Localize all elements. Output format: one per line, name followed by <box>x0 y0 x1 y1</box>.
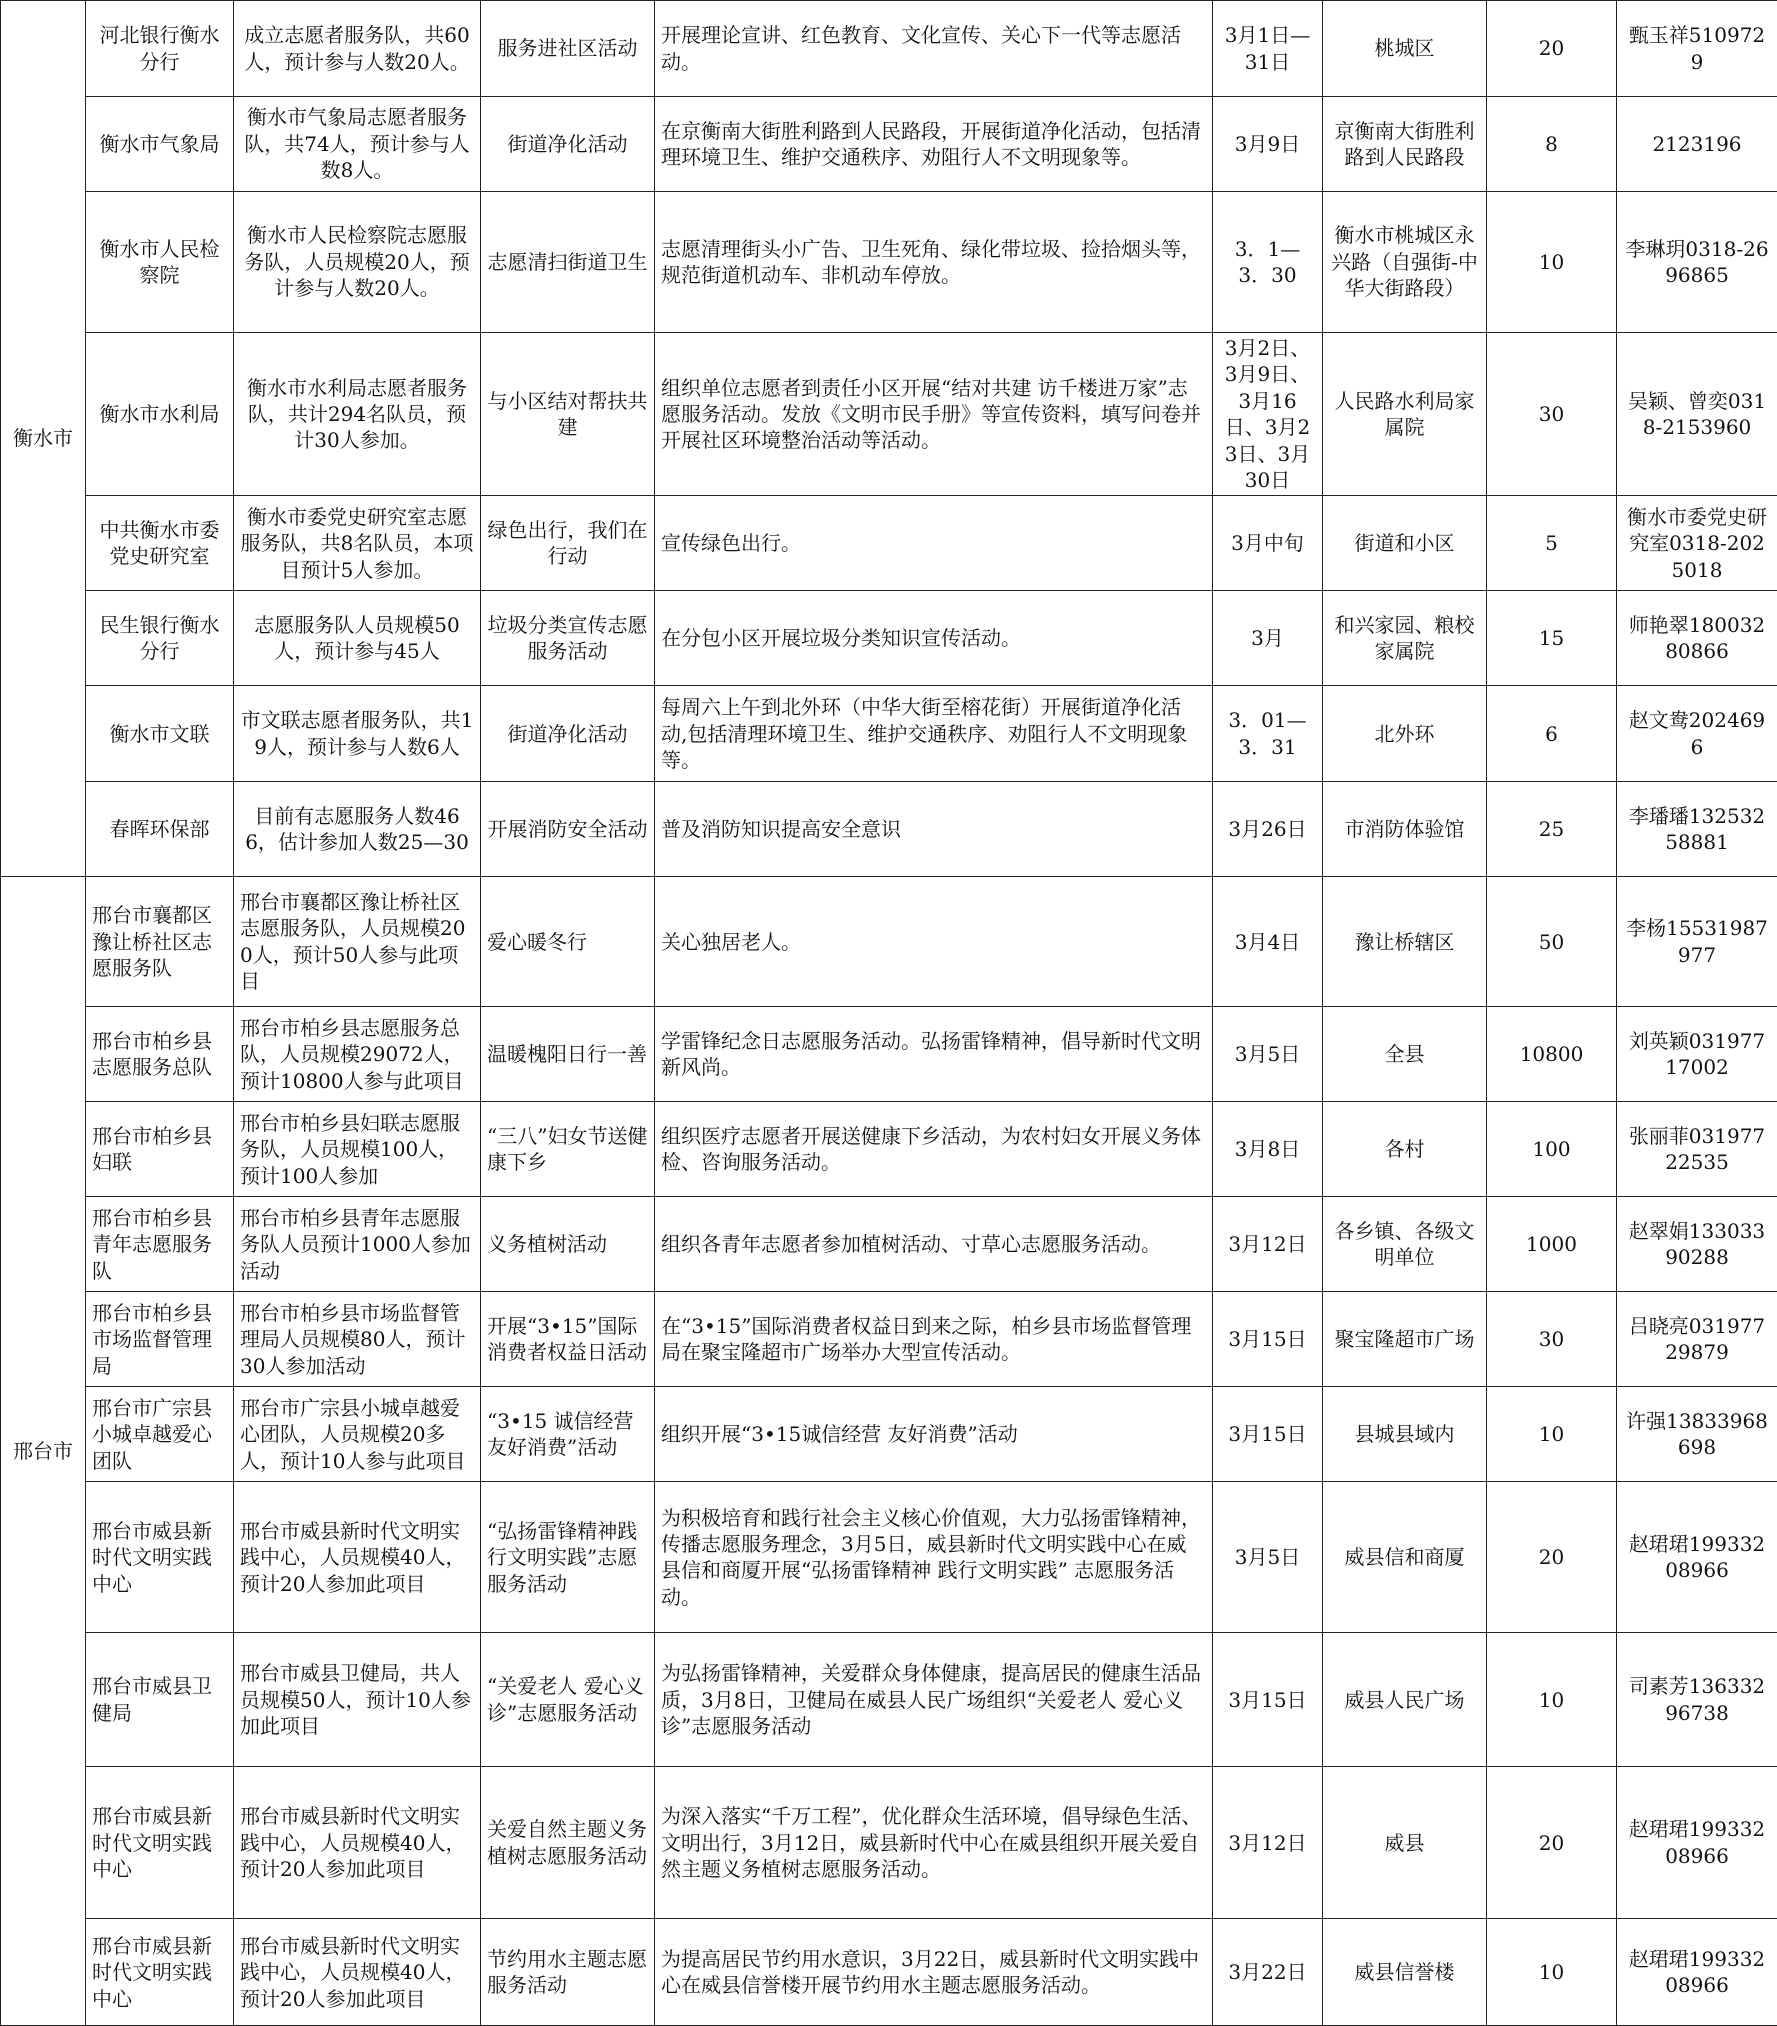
content-cell: 关心独居老人。 <box>655 877 1213 1007</box>
location-cell: 威县信誉楼 <box>1323 1919 1487 2026</box>
time-cell: 3月22日 <box>1213 1919 1323 2026</box>
count-cell: 1000 <box>1487 1197 1617 1292</box>
org-cell: 邢台市广宗县小城卓越爱心团队 <box>86 1387 234 1482</box>
count-cell: 25 <box>1487 782 1617 877</box>
project-cell: 温暖槐阳日行一善 <box>481 1007 655 1102</box>
count-cell: 10 <box>1487 1919 1617 2026</box>
count-cell: 6 <box>1487 686 1617 782</box>
content-cell: 宣传绿色出行。 <box>655 496 1213 591</box>
project-cell: “弘扬雷锋精神践行文明实践”志愿服务活动 <box>481 1482 655 1633</box>
content-cell: 为提高居民节约用水意识，3月22日，威县新时代文明实践中心在威县信誉楼开展节约用水主题志愿服务活动。 <box>655 1919 1213 2026</box>
org-cell: 衡水市气象局 <box>86 97 234 192</box>
contact-cell: 吴颖、曾奕0318-2153960 <box>1617 333 1777 496</box>
content-cell: 组织单位志愿者到责任小区开展“结对共建 访千楼进万家”志愿服务活动。发放《文明市民手册》等宣传资料，填写问卷并开展社区环境整治活动等活动。 <box>655 333 1213 496</box>
contact-cell: 赵翠娟13303390288 <box>1617 1197 1777 1292</box>
team-cell: 衡水市人民检察院志愿服务队，人员规模20人，预计参与人数20人。 <box>234 192 481 333</box>
org-cell: 邢台市襄都区豫让桥社区志愿服务队 <box>86 877 234 1007</box>
location-cell: 各乡镇、各级文明单位 <box>1323 1197 1487 1292</box>
team-cell: 邢台市威县卫健局，共人员规模50人，预计10人参加此项目 <box>234 1633 481 1767</box>
location-cell: 威县信和商厦 <box>1323 1482 1487 1633</box>
content-cell: 为弘扬雷锋精神，关爱群众身体健康，提高居民的健康生活品质，3月8日，卫健局在威县人民广场组织“关爱老人 爱心义诊”志愿服务活动 <box>655 1633 1213 1767</box>
contact-cell: 衡水市委党史研究室0318-2025018 <box>1617 496 1777 591</box>
count-cell: 10 <box>1487 192 1617 333</box>
table-row <box>1 686 1777 782</box>
table-body <box>1 1 1777 2026</box>
team-cell: 志愿服务队人员规模50人，预计参与45人 <box>234 591 481 686</box>
count-cell: 30 <box>1487 333 1617 496</box>
contact-cell: 刘英颖03197717002 <box>1617 1007 1777 1102</box>
count-cell: 10 <box>1487 1633 1617 1767</box>
contact-cell: 李璠璠13253258881 <box>1617 782 1777 877</box>
content-cell: 在分包小区开展垃圾分类知识宣传活动。 <box>655 591 1213 686</box>
count-cell: 20 <box>1487 1767 1617 1919</box>
time-cell: 3月2日、3月9日、3月16日、3月23日、3月30日 <box>1213 333 1323 496</box>
location-cell: 衡水市桃城区永兴路（自强街-中华大街路段） <box>1323 192 1487 333</box>
table-row <box>1 192 1777 333</box>
table-row <box>1 1387 1777 1482</box>
project-cell: 绿色出行，我们在行动 <box>481 496 655 591</box>
org-cell: 邢台市柏乡县妇联 <box>86 1102 234 1197</box>
project-cell: 垃圾分类宣传志愿服务活动 <box>481 591 655 686</box>
time-cell: 3．01—3．31 <box>1213 686 1323 782</box>
project-cell: 志愿清扫街道卫生 <box>481 192 655 333</box>
location-cell: 京衡南大街胜利路到人民路段 <box>1323 97 1487 192</box>
time-cell: 3月中旬 <box>1213 496 1323 591</box>
org-cell: 河北银行衡水分行 <box>86 1 234 97</box>
project-cell: 街道净化活动 <box>481 686 655 782</box>
contact-cell: 2123196 <box>1617 97 1777 192</box>
count-cell: 8 <box>1487 97 1617 192</box>
table-row <box>1 1633 1777 1767</box>
location-cell: 聚宝隆超市广场 <box>1323 1292 1487 1387</box>
team-cell: 成立志愿者服务队，共60人，预计参与人数20人。 <box>234 1 481 97</box>
content-cell: 每周六上午到北外环（中华大街至榕花街）开展街道净化活动,包括清理环境卫生、维护交通秩序、劝阻行人不文明现象等。 <box>655 686 1213 782</box>
team-cell: 邢台市柏乡县志愿服务总队，人员规模29072人，预计10800人参与此项目 <box>234 1007 481 1102</box>
org-cell: 邢台市威县新时代文明实践中心 <box>86 1482 234 1633</box>
project-cell: 与小区结对帮扶共建 <box>481 333 655 496</box>
org-cell: 衡水市水利局 <box>86 333 234 496</box>
count-cell: 100 <box>1487 1102 1617 1197</box>
contact-cell: 吕晓亮03197729879 <box>1617 1292 1777 1387</box>
org-cell: 衡水市人民检察院 <box>86 192 234 333</box>
time-cell: 3月15日 <box>1213 1292 1323 1387</box>
count-cell: 5 <box>1487 496 1617 591</box>
org-cell: 邢台市威县新时代文明实践中心 <box>86 1767 234 1919</box>
team-cell: 邢台市柏乡县青年志愿服务队人员预计1000人参加活动 <box>234 1197 481 1292</box>
content-cell: 为深入落实“千万工程”，优化群众生活环境，倡导绿色生活、文明出行，3月12日，威县新时代中心在威县组织开展关爱自然主题义务植树志愿服务活动。 <box>655 1767 1213 1919</box>
content-cell: 普及消防知识提高安全意识 <box>655 782 1213 877</box>
team-cell: 衡水市委党史研究室志愿服务队，共8名队员，本项目预计5人参加。 <box>234 496 481 591</box>
region-cell: 衡水市 <box>1 1 86 877</box>
table-row <box>1 782 1777 877</box>
content-cell: 在京衡南大街胜利路到人民路段，开展街道净化活动，包括清理环境卫生、维护交通秩序、劝阻行人不文明现象等。 <box>655 97 1213 192</box>
org-cell: 衡水市文联 <box>86 686 234 782</box>
contact-cell: 师艳翠18003280866 <box>1617 591 1777 686</box>
contact-cell: 许强13833968698 <box>1617 1387 1777 1482</box>
team-cell: 目前有志愿服务人数466，估计参加人数25—30 <box>234 782 481 877</box>
org-cell: 民生银行衡水分行 <box>86 591 234 686</box>
project-cell: 服务进社区活动 <box>481 1 655 97</box>
table-row <box>1 1292 1777 1387</box>
location-cell: 县城县域内 <box>1323 1387 1487 1482</box>
table-row <box>1 97 1777 192</box>
contact-cell: 赵文鸯2024696 <box>1617 686 1777 782</box>
content-cell: 组织开展“3•15诚信经营 友好消费”活动 <box>655 1387 1213 1482</box>
team-cell: 邢台市柏乡县市场监督管理局人员规模80人，预计30人参加活动 <box>234 1292 481 1387</box>
team-cell: 市文联志愿者服务队，共19人，预计参与人数6人 <box>234 686 481 782</box>
org-cell: 邢台市威县卫健局 <box>86 1633 234 1767</box>
count-cell: 20 <box>1487 1 1617 97</box>
content-cell: 在“3•15”国际消费者权益日到来之际，柏乡县市场监督管理局在聚宝隆超市广场举办大型宣传活动。 <box>655 1292 1213 1387</box>
table-row <box>1 1007 1777 1102</box>
project-cell: 节约用水主题志愿服务活动 <box>481 1919 655 2026</box>
location-cell: 威县人民广场 <box>1323 1633 1487 1767</box>
time-cell: 3月5日 <box>1213 1007 1323 1102</box>
contact-cell: 张丽菲03197722535 <box>1617 1102 1777 1197</box>
content-cell: 组织医疗志愿者开展送健康下乡活动，为农村妇女开展义务体检、咨询服务活动。 <box>655 1102 1213 1197</box>
location-cell: 市消防体验馆 <box>1323 782 1487 877</box>
time-cell: 3月15日 <box>1213 1633 1323 1767</box>
time-cell: 3月26日 <box>1213 782 1323 877</box>
org-cell: 邢台市柏乡县市场监督管理局 <box>86 1292 234 1387</box>
location-cell: 人民路水利局家属院 <box>1323 333 1487 496</box>
table-row <box>1 1767 1777 1919</box>
time-cell: 3．1—3．30 <box>1213 192 1323 333</box>
location-cell: 街道和小区 <box>1323 496 1487 591</box>
time-cell: 3月15日 <box>1213 1387 1323 1482</box>
org-cell: 中共衡水市委党史研究室 <box>86 496 234 591</box>
time-cell: 3月1日—31日 <box>1213 1 1323 97</box>
project-cell: “3•15 诚信经营友好消费”活动 <box>481 1387 655 1482</box>
project-cell: 爱心暖冬行 <box>481 877 655 1007</box>
team-cell: 邢台市广宗县小城卓越爱心团队，人员规模20多人，预计10人参与此项目 <box>234 1387 481 1482</box>
project-cell: “关爱老人 爱心义诊”志愿服务活动 <box>481 1633 655 1767</box>
project-cell: 关爱自然主题义务植树志愿服务活动 <box>481 1767 655 1919</box>
contact-cell: 赵珺珺19933208966 <box>1617 1767 1777 1919</box>
org-cell: 春晖环保部 <box>86 782 234 877</box>
content-cell: 学雷锋纪念日志愿服务活动。弘扬雷锋精神，倡导新时代文明新风尚。 <box>655 1007 1213 1102</box>
region-cell: 邢台市 <box>1 877 86 2026</box>
team-cell: 邢台市襄都区豫让桥社区志愿服务队，人员规模200人，预计50人参与此项目 <box>234 877 481 1007</box>
project-cell: 开展消防安全活动 <box>481 782 655 877</box>
count-cell: 15 <box>1487 591 1617 686</box>
team-cell: 邢台市威县新时代文明实践中心，人员规模40人，预计20人参加此项目 <box>234 1919 481 2026</box>
contact-cell: 司素芳13633296738 <box>1617 1633 1777 1767</box>
count-cell: 10 <box>1487 1387 1617 1482</box>
content-cell: 为积极培育和践行社会主义核心价值观，大力弘扬雷锋精神，传播志愿服务理念，3月5日，威县新时代文明实践中心在威县信和商厦开展“弘扬雷锋精神 践行文明实践” 志愿服务活动。 <box>655 1482 1213 1633</box>
table-row <box>1 1102 1777 1197</box>
time-cell: 3月 <box>1213 591 1323 686</box>
location-cell: 北外环 <box>1323 686 1487 782</box>
location-cell: 各村 <box>1323 1102 1487 1197</box>
time-cell: 3月9日 <box>1213 97 1323 192</box>
table-row <box>1 496 1777 591</box>
content-cell: 组织各青年志愿者参加植树活动、寸草心志愿服务活动。 <box>655 1197 1213 1292</box>
time-cell: 3月12日 <box>1213 1767 1323 1919</box>
table-row <box>1 877 1777 1007</box>
table-row <box>1 333 1777 496</box>
org-cell: 邢台市柏乡县青年志愿服务队 <box>86 1197 234 1292</box>
time-cell: 3月8日 <box>1213 1102 1323 1197</box>
project-cell: 街道净化活动 <box>481 97 655 192</box>
org-cell: 邢台市威县新时代文明实践中心 <box>86 1919 234 2026</box>
table-row <box>1 591 1777 686</box>
table-row <box>1 1 1777 97</box>
count-cell: 50 <box>1487 877 1617 1007</box>
location-cell: 豫让桥辖区 <box>1323 877 1487 1007</box>
count-cell: 30 <box>1487 1292 1617 1387</box>
time-cell: 3月4日 <box>1213 877 1323 1007</box>
table-row <box>1 1482 1777 1633</box>
contact-cell: 赵珺珺19933208966 <box>1617 1482 1777 1633</box>
team-cell: 邢台市威县新时代文明实践中心，人员规模40人，预计20人参加此项目 <box>234 1482 481 1633</box>
contact-cell: 甄玉祥5109729 <box>1617 1 1777 97</box>
location-cell: 全县 <box>1323 1007 1487 1102</box>
count-cell: 20 <box>1487 1482 1617 1633</box>
org-cell: 邢台市柏乡县志愿服务总队 <box>86 1007 234 1102</box>
location-cell: 威县 <box>1323 1767 1487 1919</box>
project-cell: “三八”妇女节送健康下乡 <box>481 1102 655 1197</box>
location-cell: 和兴家园、粮校家属院 <box>1323 591 1487 686</box>
team-cell: 衡水市水利局志愿者服务队，共计294名队员，预计30人参加。 <box>234 333 481 496</box>
time-cell: 3月12日 <box>1213 1197 1323 1292</box>
table-row <box>1 1919 1777 2026</box>
count-cell: 10800 <box>1487 1007 1617 1102</box>
contact-cell: 李杨15531987977 <box>1617 877 1777 1007</box>
content-cell: 开展理论宣讲、红色教育、文化宣传、关心下一代等志愿活动。 <box>655 1 1213 97</box>
project-cell: 开展“3•15”国际消费者权益日活动 <box>481 1292 655 1387</box>
contact-cell: 李琳玥0318-2696865 <box>1617 192 1777 333</box>
table-row <box>1 1197 1777 1292</box>
team-cell: 衡水市气象局志愿者服务队，共74人，预计参与人数8人。 <box>234 97 481 192</box>
time-cell: 3月5日 <box>1213 1482 1323 1633</box>
content-cell: 志愿清理街头小广告、卫生死角、绿化带垃圾、捡拾烟头等，规范街道机动车、非机动车停放。 <box>655 192 1213 333</box>
contact-cell: 赵珺珺19933208966 <box>1617 1919 1777 2026</box>
team-cell: 邢台市柏乡县妇联志愿服务队，人员规模100人，预计100人参加 <box>234 1102 481 1197</box>
project-cell: 义务植树活动 <box>481 1197 655 1292</box>
location-cell: 桃城区 <box>1323 1 1487 97</box>
team-cell: 邢台市威县新时代文明实践中心，人员规模40人，预计20人参加此项目 <box>234 1767 481 1919</box>
